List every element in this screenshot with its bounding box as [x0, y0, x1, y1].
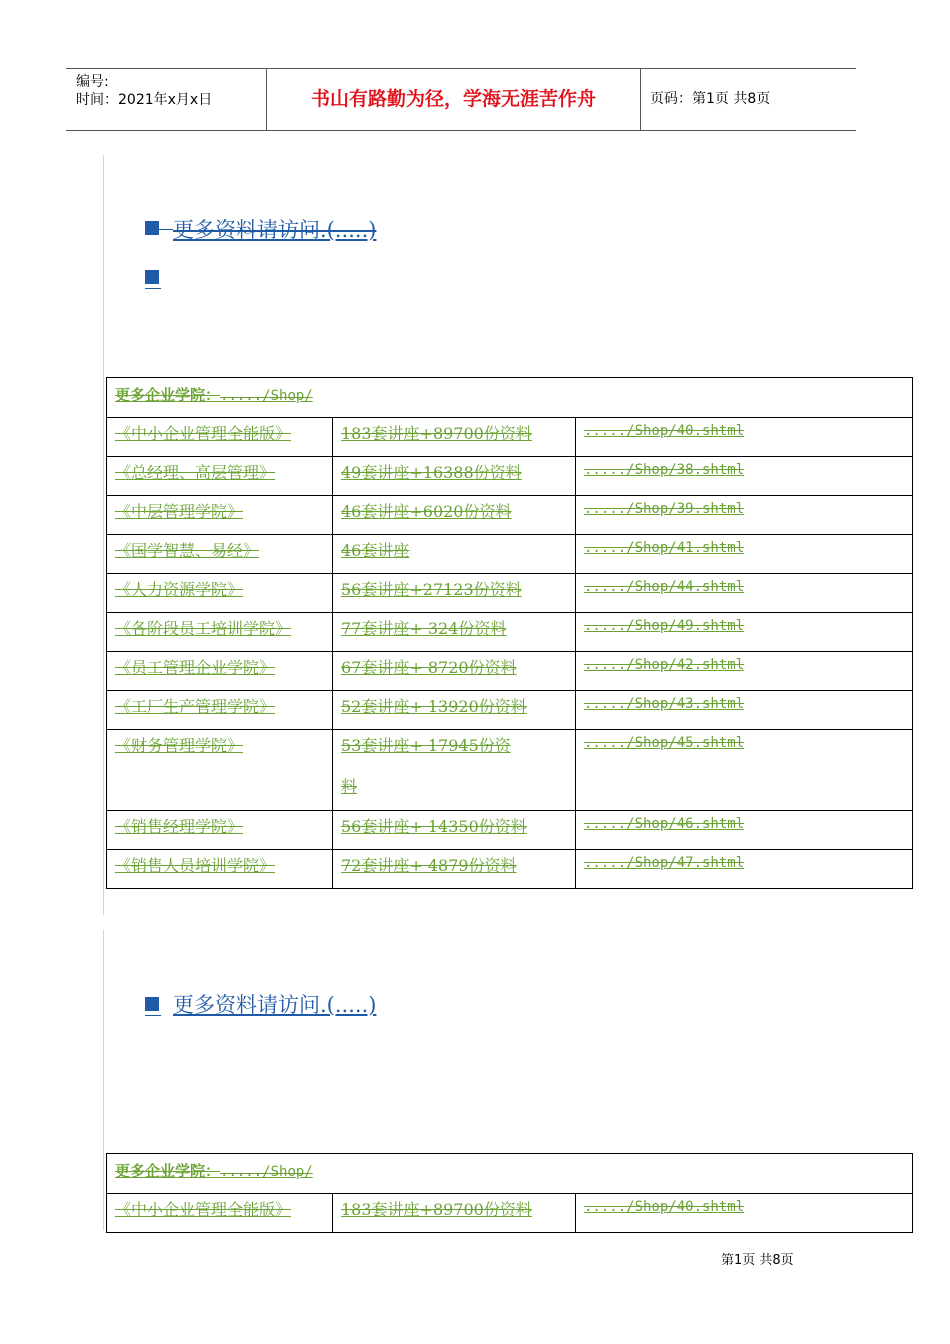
table-row	[107, 1194, 913, 1233]
footer-page-number: 第1页 共8页	[721, 1253, 794, 1268]
academy-name-cell[interactable]: 《销售经理学院》	[107, 811, 333, 850]
academy-url-link[interactable]: ...../Shop/41.shtml	[576, 535, 913, 574]
academy-detail-line: 料	[341, 777, 358, 796]
academy-url-link[interactable]: ...../Shop/44.shtml	[576, 574, 913, 613]
table-row	[107, 811, 913, 850]
academy-url-link[interactable]: ...../Shop/45.shtml	[576, 730, 913, 811]
academy-detail-line: 53套讲座+ 17945份资	[341, 736, 511, 755]
table-row	[107, 691, 913, 730]
catalog-header-url: ...../Shop/	[220, 388, 313, 404]
more-info-link[interactable]: 更多资料请访问.(.....)	[173, 993, 377, 1017]
bullet-underline	[145, 1015, 161, 1016]
academy-name-cell[interactable]: 《人力资源学院》	[107, 574, 333, 613]
academy-detail-cell[interactable]: 183套讲座+89700份资料	[333, 418, 576, 457]
academy-name-cell[interactable]: 《中小企业管理全能版》	[107, 418, 333, 457]
academy-name-cell[interactable]: 《中层管理学院》	[107, 496, 333, 535]
academy-name-cell[interactable]: 《中小企业管理全能版》	[107, 1194, 333, 1233]
academy-name-cell[interactable]: 《财务管理学院》	[107, 730, 333, 811]
bullet-dash	[159, 229, 173, 230]
academy-detail-cell[interactable]: 56套讲座+27123份资料	[333, 574, 576, 613]
academy-detail-cell[interactable]: 72套讲座+ 4879份资料	[333, 850, 576, 889]
time-label: 时间：2021年x月x日	[76, 92, 213, 108]
academy-url-link[interactable]: ...../Shop/40.shtml	[576, 1194, 913, 1233]
academy-name-cell[interactable]: 《各阶段员工培训学院》	[107, 613, 333, 652]
academy-name-cell[interactable]: 《总经理、高层管理》	[107, 457, 333, 496]
square-bullet-icon	[145, 997, 159, 1011]
catalog-header-prefix: 更多企业学院：	[115, 1162, 221, 1180]
academy-detail-cell[interactable]: 52套讲座+ 13920份资料	[333, 691, 576, 730]
academy-detail-cell[interactable]: 67套讲座+ 8720份资料	[333, 652, 576, 691]
margin-guide-line	[103, 155, 104, 915]
academy-detail-cell[interactable]: 183套讲座+89700份资料	[333, 1194, 576, 1233]
catalog-header-url: ...../Shop/	[220, 1164, 313, 1180]
header-meta-cell	[66, 69, 267, 130]
academy-detail-cell[interactable]: 56套讲座+ 14350份资料	[333, 811, 576, 850]
catalog-header-prefix: 更多企业学院：	[115, 386, 221, 404]
table-row	[107, 574, 913, 613]
academy-name-cell[interactable]: 《销售人员培训学院》	[107, 850, 333, 889]
table-row	[107, 535, 913, 574]
academy-detail-cell[interactable]: 46套讲座	[333, 535, 576, 574]
catalog-header-cell[interactable]	[107, 1154, 913, 1194]
margin-guide-line	[103, 930, 104, 1230]
academy-url-link[interactable]: ...../Shop/42.shtml	[576, 652, 913, 691]
table-row	[107, 418, 913, 457]
more-info-link[interactable]: 更多资料请访问.(.....)	[173, 218, 377, 242]
academy-url-link[interactable]: ...../Shop/46.shtml	[576, 811, 913, 850]
academy-name-cell[interactable]: 《国学智慧、易经》	[107, 535, 333, 574]
bullet-underline	[145, 288, 161, 289]
motto-heading: 书山有路勤为径，学海无涯苦作舟	[267, 69, 641, 130]
header-page-number: 页码：第1页 共8页	[650, 91, 771, 107]
academy-url-link[interactable]: ...../Shop/49.shtml	[576, 613, 913, 652]
table-row	[107, 496, 913, 535]
academy-detail-cell[interactable]	[333, 730, 576, 811]
academy-catalog-table	[106, 1153, 913, 1233]
page-header	[66, 68, 856, 131]
table-row	[107, 850, 913, 889]
table-row	[107, 730, 913, 811]
square-bullet-icon	[145, 221, 159, 235]
catalog-header-cell[interactable]	[107, 378, 913, 418]
academy-name-cell[interactable]: 《工厂生产管理学院》	[107, 691, 333, 730]
academy-detail-cell[interactable]: 77套讲座+ 324份资料	[333, 613, 576, 652]
table-row	[107, 652, 913, 691]
academy-detail-cell[interactable]: 46套讲座+6020份资料	[333, 496, 576, 535]
table-row	[107, 457, 913, 496]
academy-url-link[interactable]: ...../Shop/47.shtml	[576, 850, 913, 889]
serial-number-label: 编号:	[76, 74, 109, 90]
academy-catalog-table	[106, 377, 913, 889]
academy-url-link[interactable]: ...../Shop/38.shtml	[576, 457, 913, 496]
academy-url-link[interactable]: ...../Shop/43.shtml	[576, 691, 913, 730]
table-row	[107, 613, 913, 652]
academy-detail-cell[interactable]: 49套讲座+16388份资料	[333, 457, 576, 496]
academy-name-cell[interactable]: 《员工管理企业学院》	[107, 652, 333, 691]
academy-url-link[interactable]: ...../Shop/40.shtml	[576, 418, 913, 457]
square-bullet-icon	[145, 270, 159, 284]
academy-url-link[interactable]: ...../Shop/39.shtml	[576, 496, 913, 535]
